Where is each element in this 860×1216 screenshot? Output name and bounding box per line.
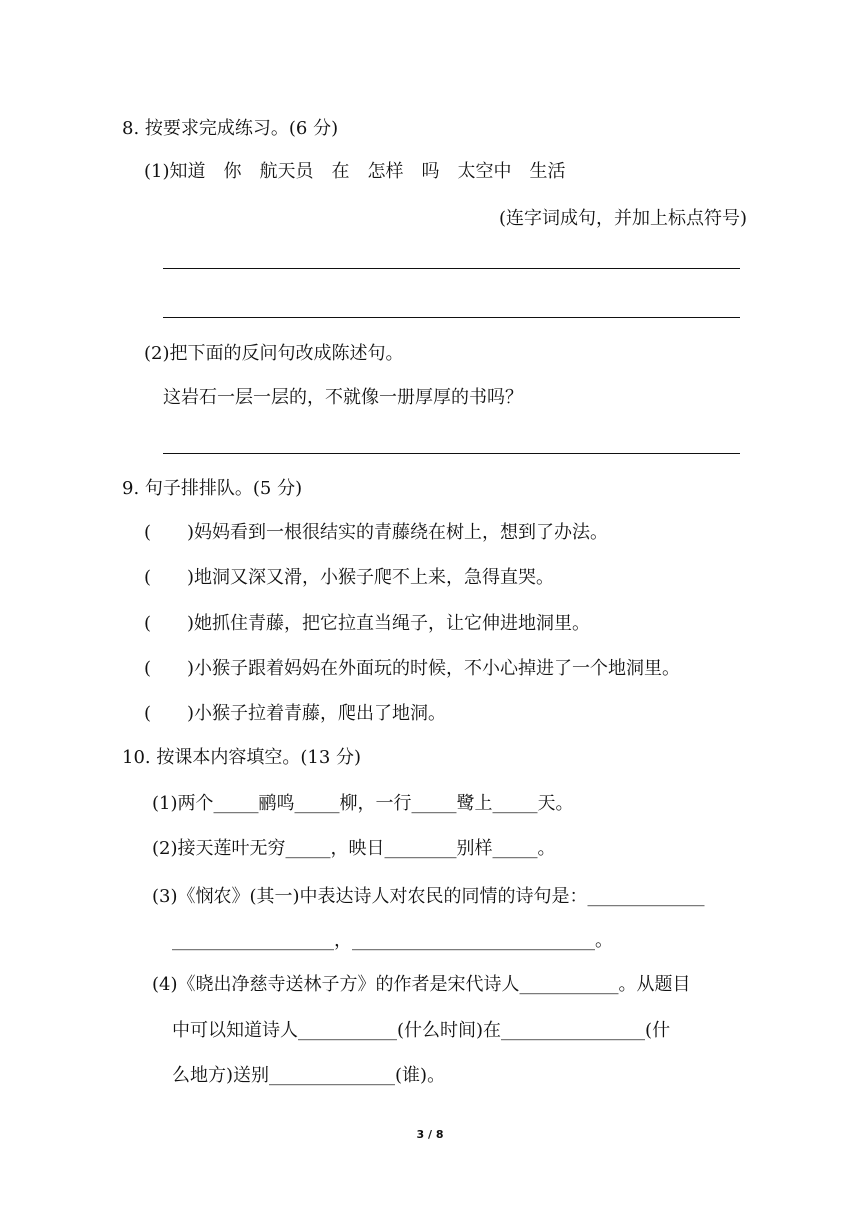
question-10-line-4c: 么地方)送别______________(谁)。 [172,1065,446,1086]
list-item: ( )小猴子跟着妈妈在外面玩的时候，不小心掉进了一个地洞里。 [144,658,681,679]
question-8-part-2-sentence: 这岩石一层一层的，不就像一册厚厚的书吗？ [163,387,523,408]
question-8-part-2: (2)把下面的反问句改成陈述句。 [144,343,404,364]
question-10-line-1: (1)两个_____鹂鸣_____柳，一行_____鹭上_____天。 [152,793,574,814]
question-10-line-4a: (4)《晓出净慈寺送林子方》的作者是宋代诗人___________。从题目 [152,974,691,995]
list-item: ( )地洞又深又滑，小猴子爬不上来，急得直哭。 [144,567,555,588]
question-8-part-1-instruction: (连字词成句，并加上标点符号) [498,208,747,229]
page-number: 3 / 8 [416,1128,444,1141]
question-10-line-3a: (3)《悯农》(其一)中表达诗人对农民的同情的诗句是：_____________ [152,886,705,907]
question-10-line-4b: 中可以知道诗人___________(什么时间)在________________(什 [172,1020,671,1041]
list-item: ( )小猴子拉着青藤，爬出了地洞。 [144,703,447,724]
list-item: ( )妈妈看到一根很结实的青藤绕在树上，想到了办法。 [144,522,609,543]
answer-line [163,317,740,318]
question-10-title: 10. 按课本内容填空。(13 分) [122,747,362,768]
question-10-line-3b: __________________，___________________________。 [172,930,613,951]
list-item: ( )她抓住青藤，把它拉直当绳子，让它伸进地洞里。 [144,613,591,634]
answer-line [163,453,740,454]
question-9-title: 9. 句子排排队。(5 分) [122,478,303,499]
answer-line [163,268,740,269]
question-8-part-1: (1)知道 你 航天员 在 怎样 吗 太空中 生活 [144,161,566,182]
question-8-title: 8. 按要求完成练习。(6 分) [122,118,339,139]
question-10-line-2: (2)接天莲叶无穷_____，映日________别样_____。 [152,838,556,859]
